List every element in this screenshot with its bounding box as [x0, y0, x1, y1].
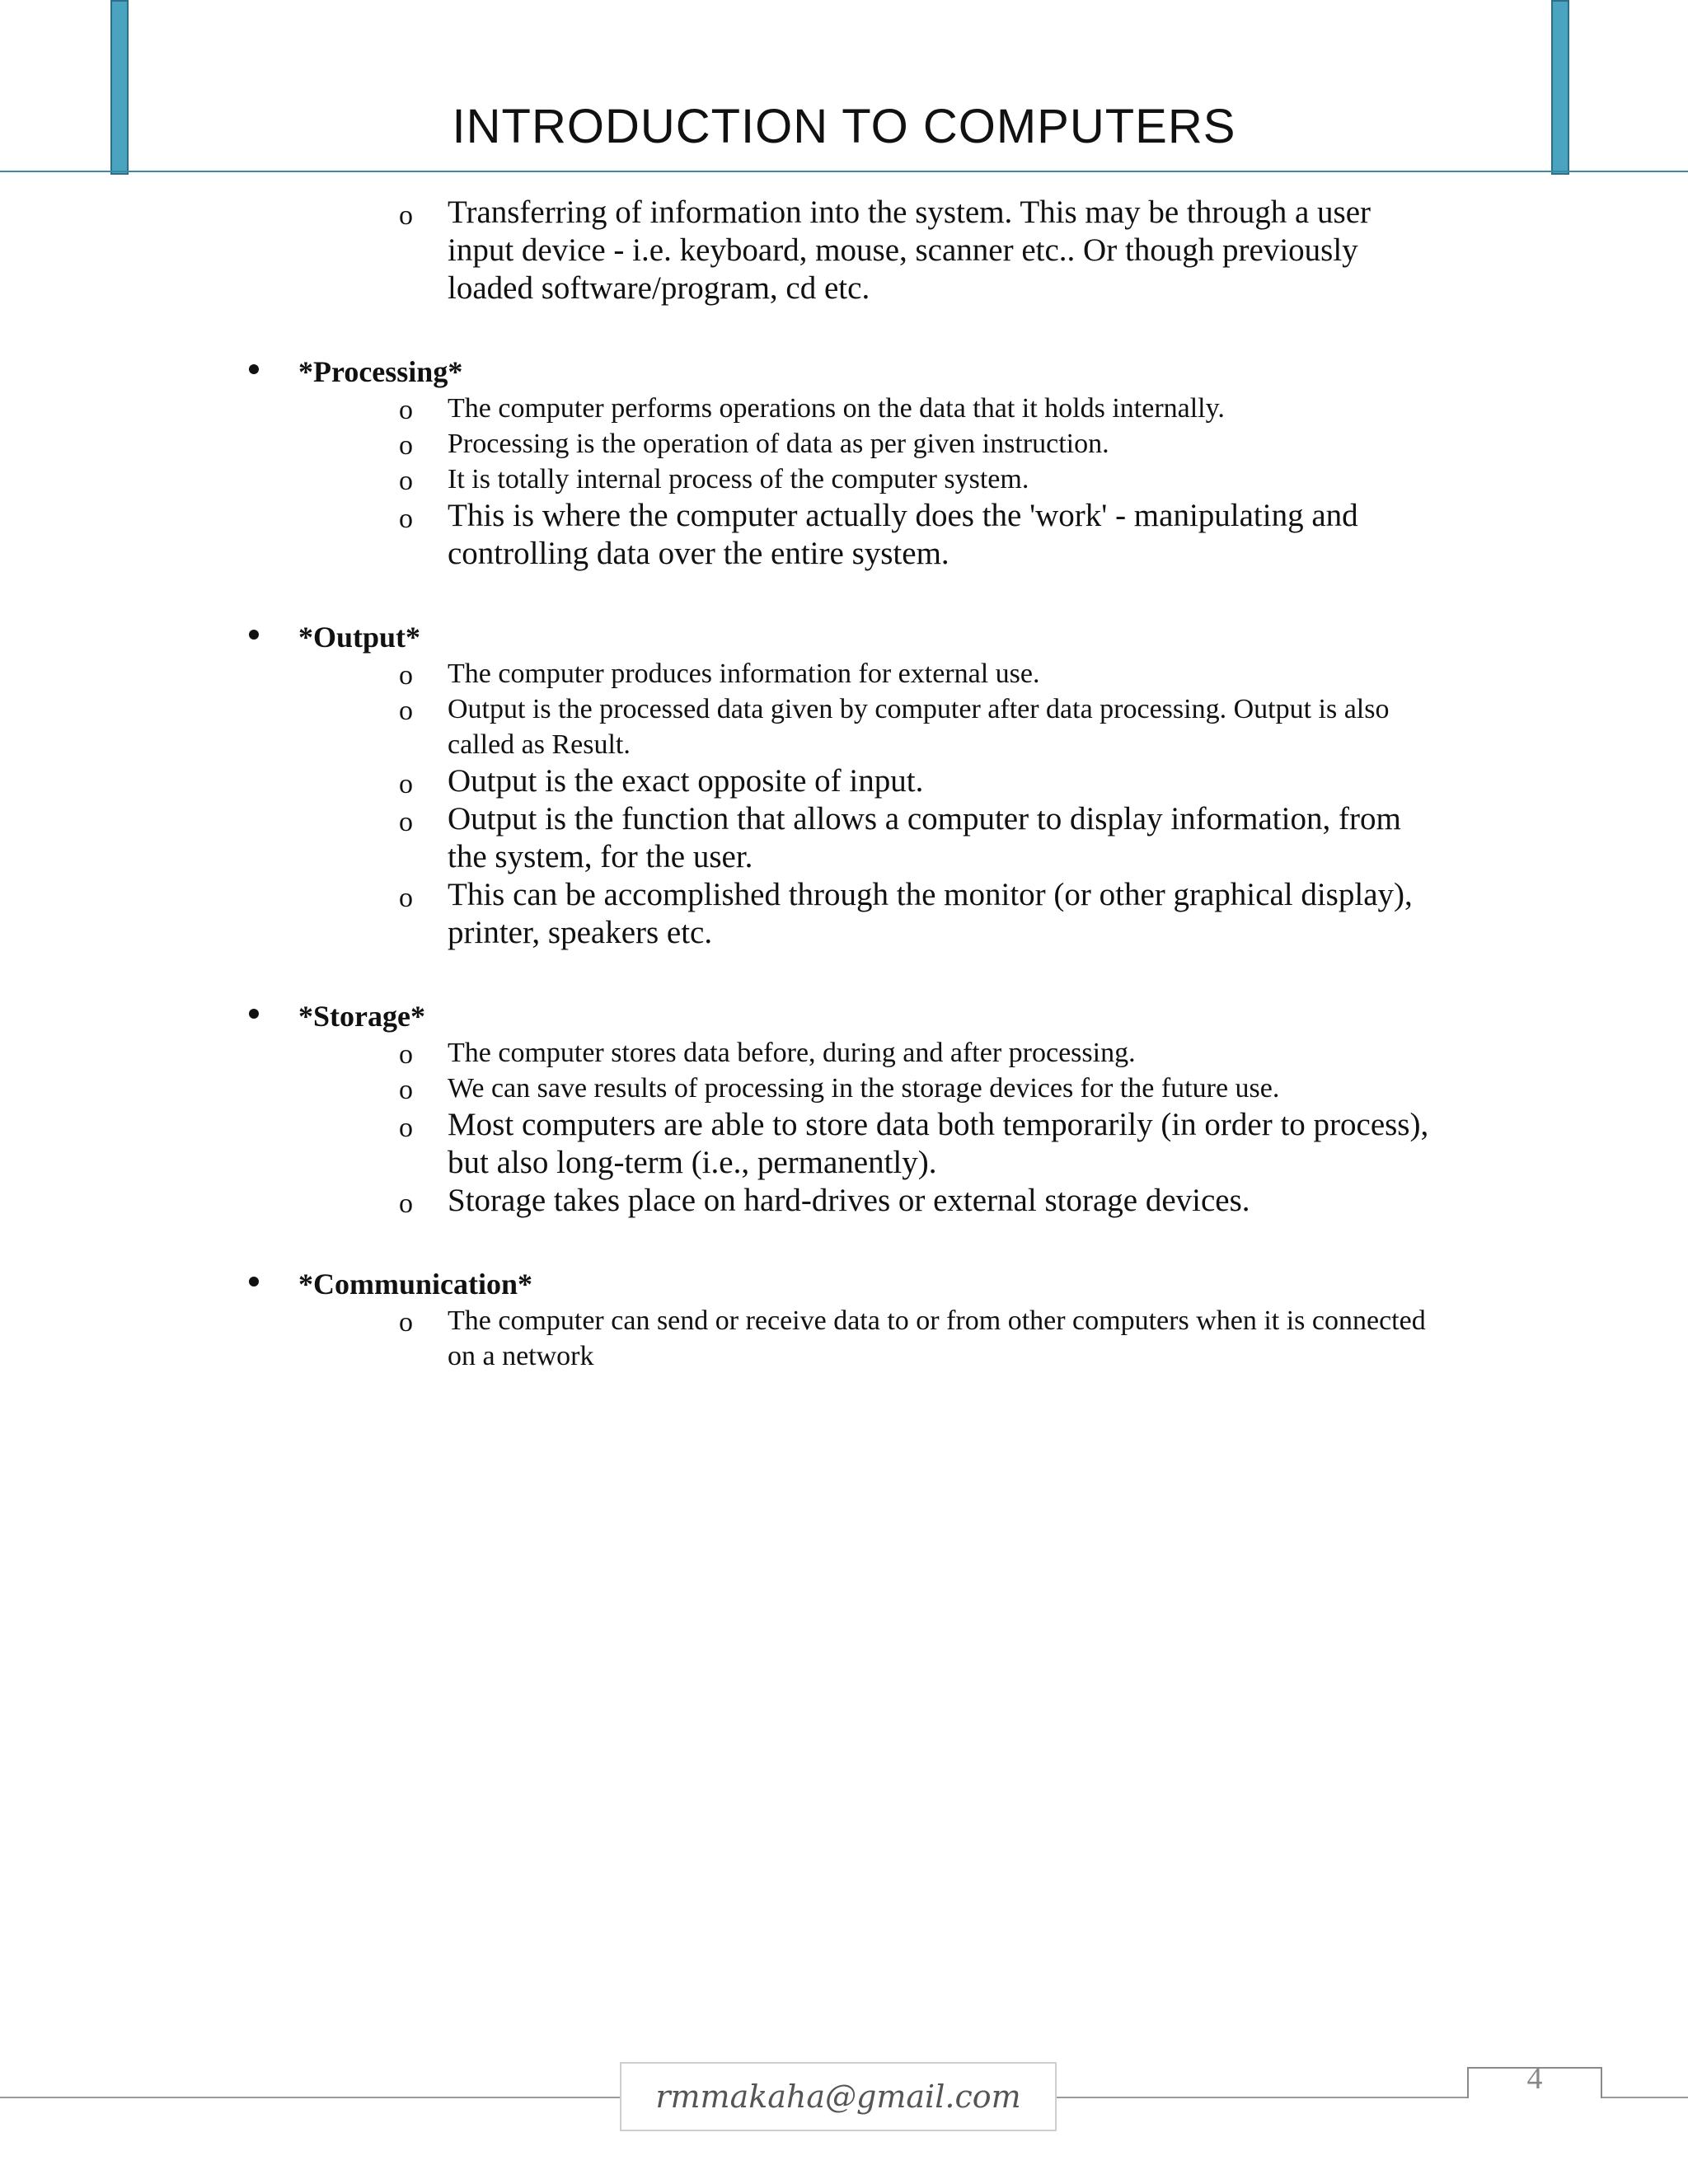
sub-bullet-marker: o: [399, 395, 413, 425]
sub-list-item: [0, 497, 1688, 573]
sub-bullet-marker: o: [399, 1307, 413, 1338]
sub-list-item: [0, 876, 1688, 952]
sub-list-item: [0, 426, 1688, 462]
sub-list-item: [0, 691, 1688, 762]
section-spacer: [0, 1220, 1688, 1265]
sub-list-item: [0, 462, 1688, 497]
sub-bullet-marker: o: [399, 660, 413, 691]
sub-list-item: [0, 194, 1688, 307]
footer-rule-middle: [1057, 2097, 1467, 2098]
footer-email: rmmakaha@gmail.com: [655, 2079, 1021, 2115]
section-heading: [0, 1265, 1688, 1303]
sub-list-item: [0, 1303, 1688, 1374]
section-item: [0, 1265, 1688, 1374]
sub-item-text: Output is the exact opposite of input.: [448, 763, 924, 799]
section-heading: [0, 997, 1688, 1035]
sub-list-item: [0, 800, 1688, 876]
sub-item-text: We can save results of processing in the storage devices for the future use.: [448, 1073, 1280, 1104]
sub-item-text: Processing is the operation of data as per given instruction.: [448, 429, 1109, 459]
intro-list: [0, 194, 1688, 307]
sub-bullet-marker: o: [399, 1113, 413, 1143]
sub-list-item: [0, 1106, 1688, 1182]
sub-item-text: Transferring of information into the system. This may be through a user input device - i.e. keyboard, mouse, scanner etc.. Or though previously loaded software/program, cd etc.: [448, 194, 1371, 306]
page-number: 4: [1526, 2061, 1543, 2096]
section-spacer: [0, 573, 1688, 618]
section-sub-list: [0, 391, 1688, 573]
sub-item-text: Storage takes place on hard-drives or external storage devices.: [448, 1183, 1250, 1218]
bullet-dot: [249, 630, 259, 640]
sub-bullet-marker: o: [399, 696, 413, 726]
sub-item-text: This is where the computer actually does the 'work' - manipulating and controlling data over the entire system.: [448, 498, 1358, 571]
sub-item-text: The computer produces information for external use.: [448, 658, 1040, 689]
bullet-dot: [249, 1277, 259, 1286]
section-list: [0, 307, 1688, 1374]
sub-bullet-marker: o: [399, 883, 413, 913]
sub-item-text: Most computers are able to store data both temporarily (in order to process), but also long-term (i.e., permanently).: [448, 1107, 1429, 1180]
section-spacer: [0, 952, 1688, 997]
section-label: *Communication*: [298, 1268, 533, 1301]
sub-bullet-marker: o: [399, 769, 413, 799]
section-sub-list: [0, 1303, 1688, 1374]
sub-item-text: It is totally internal process of the computer system.: [448, 464, 1029, 494]
sub-list-item: [0, 1071, 1688, 1106]
sub-bullet-marker: o: [399, 200, 413, 231]
section-sub-list: [0, 656, 1688, 952]
section-item: [0, 353, 1688, 573]
sub-bullet-marker: o: [399, 1039, 413, 1070]
section-item: [0, 997, 1688, 1220]
sub-list-item: [0, 1182, 1688, 1220]
sub-item-text: This can be accomplished through the monitor (or other graphical display), printer, speakers etc.: [448, 877, 1413, 950]
sub-bullet-marker: o: [399, 430, 413, 461]
sub-bullet-marker: o: [399, 504, 413, 534]
sub-list-item: [0, 391, 1688, 426]
document-body: [0, 194, 1688, 1374]
section-sub-list: [0, 1035, 1688, 1220]
bullet-dot: [249, 364, 259, 374]
bullet-dot: [249, 1009, 259, 1019]
sub-item-text: Output is the function that allows a computer to display information, from the system, for the user.: [448, 801, 1401, 874]
sub-list-item: [0, 1035, 1688, 1071]
sub-bullet-marker: o: [399, 466, 413, 496]
footer-rule-right: [1602, 2097, 1688, 2098]
section-heading: [0, 353, 1688, 391]
section-label: *Storage*: [298, 1000, 425, 1033]
sub-item-text: The computer can send or receive data to or from other computers when it is connected on a network: [448, 1305, 1426, 1371]
sub-item-text: The computer performs operations on the data that it holds internally.: [448, 393, 1225, 424]
sub-bullet-marker: o: [399, 807, 413, 837]
sub-bullet-marker: o: [399, 1188, 413, 1219]
sub-bullet-marker: o: [399, 1075, 413, 1105]
footer-email-box: [620, 2062, 1057, 2131]
section-label: *Output*: [298, 621, 421, 654]
sub-list-item: [0, 762, 1688, 800]
section-item: [0, 618, 1688, 952]
section-label: *Processing*: [298, 355, 463, 388]
sub-item-text: The computer stores data before, during and after processing.: [448, 1038, 1136, 1068]
sub-list-item: [0, 656, 1688, 691]
section-spacer: [0, 307, 1688, 353]
sub-item-text: Output is the processed data given by computer after data processing. Output is also called as Result.: [448, 694, 1390, 760]
header-rule: [0, 171, 1688, 172]
footer-rule-left: [0, 2097, 620, 2098]
page-title: INTRODUCTION TO COMPUTERS: [452, 100, 1236, 153]
section-heading: [0, 618, 1688, 656]
